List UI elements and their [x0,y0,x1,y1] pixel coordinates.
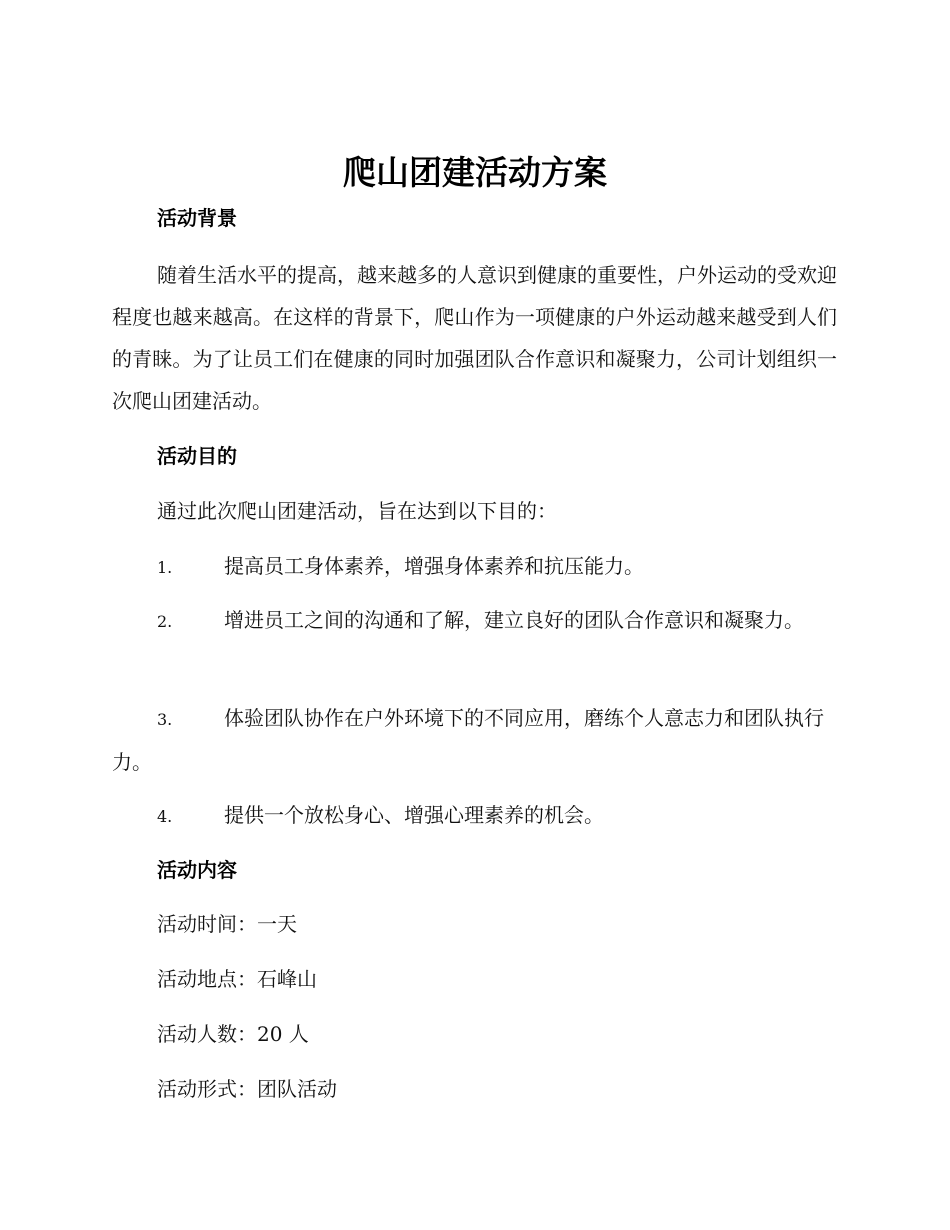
section-heading-background: 活动背景 [157,206,237,230]
document-title: 爬山团建活动方案 [343,153,607,192]
list-item [112,545,837,589]
list-item-number: 1. [157,558,173,577]
list-item [112,794,837,838]
list-item-text: 提高员工身体素养，增强身体素养和抗压能力。 [224,554,644,578]
list-item-text: 增进员工之间的沟通和了解，建立良好的团队合作意识和凝聚力。 [224,608,804,632]
content-line-format: 活动形式：团队活动 [157,1077,337,1101]
content-line-time: 活动时间：一天 [157,912,297,936]
section-heading-content: 活动内容 [157,858,237,882]
list-item-text: 提供一个放松身心、增强心理素养的机会。 [224,803,604,827]
list-item-number: 2. [157,612,173,631]
list-item-text: 体验团队协作在户外环境下的不同应用，磨练个人意志力和团队执行力。 [112,706,824,774]
content-line-headcount: 活动人数：20 人 [157,1022,309,1046]
list-item [112,599,837,643]
list-item-number: 4. [157,807,173,826]
section-heading-purpose: 活动目的 [157,444,237,468]
list-item-number: 3. [157,710,173,729]
background-paragraph: 随着生活水平的提高，越来越多的人意识到健康的重要性，户外运动的受欢迎程度也越来越高。在这样的背景下，爬山作为一项健康的户外运动越来越受到人们的青睐。为了让员工们在健康的同时加强团队合作意识和凝聚力，公司计划组织一次爬山团建活动。 [112,263,837,413]
list-item [112,697,837,783]
purpose-intro: 通过此次爬山团建活动，旨在达到以下目的： [157,499,557,523]
content-line-location: 活动地点：石峰山 [157,967,317,991]
